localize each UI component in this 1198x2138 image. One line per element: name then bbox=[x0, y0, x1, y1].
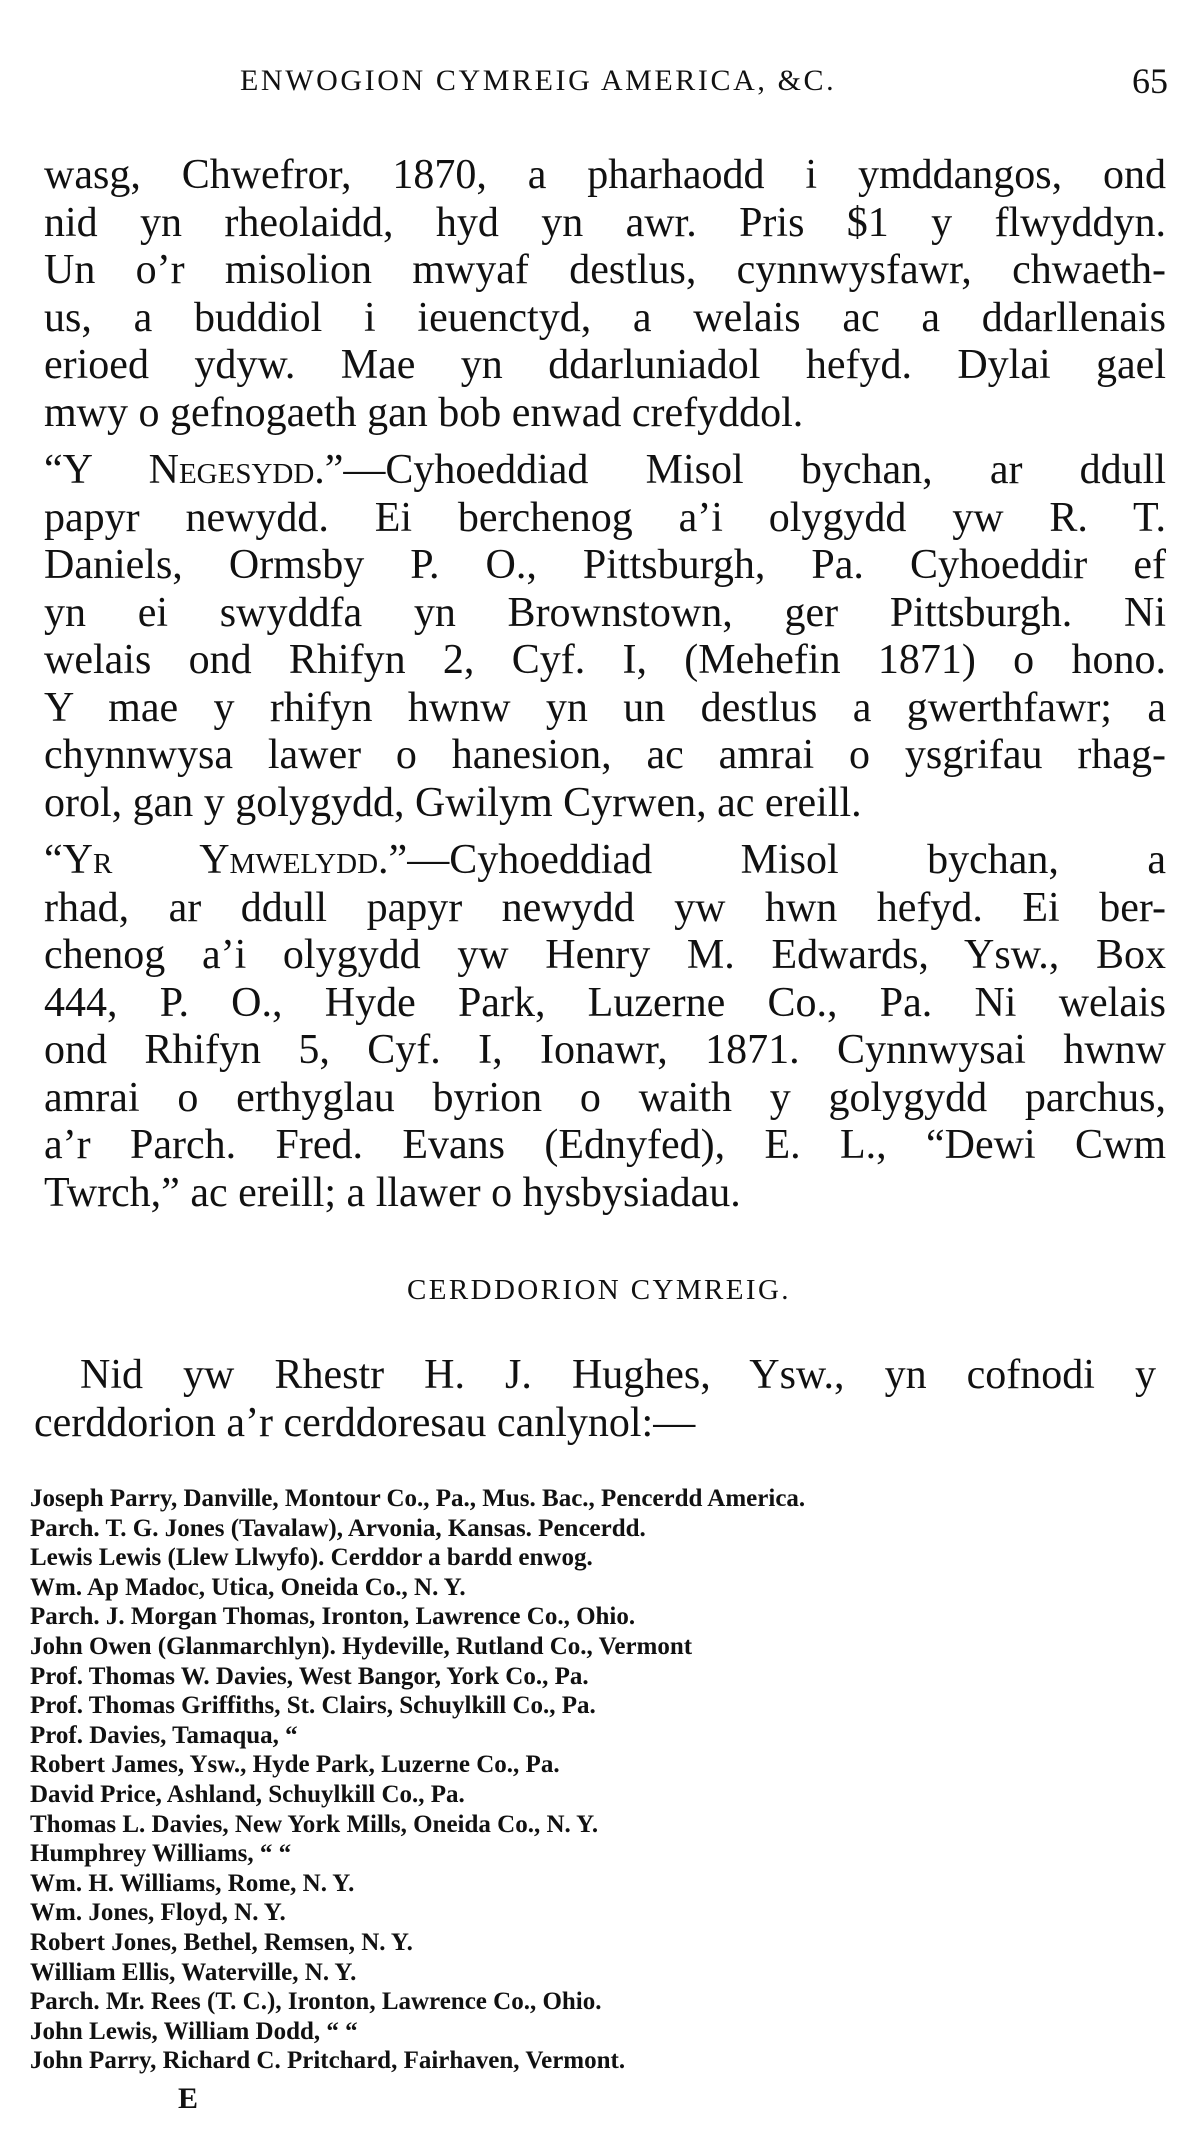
periodical-title: “Y Negesydd.” bbox=[44, 447, 344, 493]
text-line: 444, P. O., Hyde Park, Luzerne Co., Pa. Ni welais bbox=[44, 979, 1166, 1026]
text-line: a’r Parch. Fred. Evans (Ednyfed), E. L., “Dewi Cwm bbox=[44, 1122, 1166, 1168]
text-line: Y mae y rhifyn hwnw yn un destlus a gwerthfawr; a bbox=[44, 684, 1166, 731]
page-number: 65 bbox=[1132, 61, 1168, 101]
text-line: Twrch,” ac ereill; a llawer o hysbysiadau. bbox=[44, 1169, 741, 1216]
paragraph bbox=[44, 152, 1166, 437]
list-item: Humphrey Williams, “ “ bbox=[30, 1840, 292, 1868]
text-line: chynnwysa lawer o hanesion, ac amrai o ysgrifau rhag- bbox=[44, 732, 1166, 778]
list-item: Robert Jones, Bethel, Remsen, N. Y. bbox=[30, 1928, 413, 1956]
list-item: Thomas L. Davies, New York Mills, Oneida Co., N. Y. bbox=[30, 1810, 599, 1838]
list-item: Wm. Jones, Floyd, N. Y. bbox=[30, 1899, 286, 1927]
text-line: ond Rhifyn 5, Cyf. I, Ionawr, 1871. Cynnwysai hwnw bbox=[44, 1027, 1166, 1073]
musicians-list bbox=[30, 1484, 1130, 2076]
text-line: rhad, ar ddull papyr newydd yw hwn hefyd. Ei ber- bbox=[44, 884, 1166, 931]
list-item: William Ellis, Waterville, N. Y. bbox=[30, 1958, 357, 1986]
text-line: cerddorion a’r cerddoresau canlynol:— bbox=[34, 1399, 696, 1446]
list-item: Lewis Lewis (Llew Llwyfo). Cerddor a bardd enwog. bbox=[30, 1544, 593, 1572]
list-item: Joseph Parry, Danville, Montour Co., Pa., Mus. Bac., Pencerdd America. bbox=[30, 1485, 806, 1512]
text-line: erioed ydyw. Mae yn ddarluniadol hefyd. Dylai gael bbox=[44, 342, 1166, 388]
text-line: chenog a’i olygydd yw Henry M. Edwards, Ysw., Box bbox=[44, 932, 1166, 978]
paragraph-y-negesydd bbox=[44, 447, 1166, 827]
text-line: amrai o erthyglau byrion o waith y golygydd parchus, bbox=[44, 1074, 1166, 1121]
text-line: welais ond Rhifyn 2, Cyf. I, (Mehefin 1871) o hono. bbox=[44, 637, 1166, 683]
list-item: John Lewis, William Dodd, “ “ bbox=[30, 2017, 358, 2045]
list-item: Wm. H. Williams, Rome, N. Y. bbox=[30, 1869, 355, 1897]
section-intro bbox=[34, 1352, 1156, 1447]
text-line: Daniels, Ormsby P. O., Pittsburgh, Pa. Cyhoeddir ef bbox=[44, 542, 1166, 588]
text-line: yn ei swyddfa yn Brownstown, ger Pittsburgh. Ni bbox=[44, 589, 1166, 636]
body-text bbox=[44, 152, 1166, 1217]
text-line: orol, gan y golygydd, Gwilym Cyrwen, ac ereill. bbox=[44, 779, 862, 826]
list-item: Robert James, Ysw., Hyde Park, Luzerne Co., Pa. bbox=[30, 1751, 560, 1779]
running-head: ENWOGION CYMREIG AMERICA, &C. bbox=[240, 64, 837, 97]
list-item: Parch. Mr. Rees (T. C.), Ironton, Lawrence Co., Ohio. bbox=[30, 1988, 602, 2016]
text-line: us, a buddiol i ieuenctyd, a welais ac a ddarllenais bbox=[44, 294, 1166, 341]
section-heading: CERDDORION CYMREIG. bbox=[407, 1274, 791, 1306]
page-header bbox=[0, 56, 1198, 106]
list-item: Parch. T. G. Jones (Tavalaw), Arvonia, Kansas. Pencerdd. bbox=[30, 1514, 646, 1542]
text-line: “Yr Ymwelydd.”—Cyhoeddiad Misol bychan, a bbox=[44, 837, 1166, 883]
text-line: papyr newydd. Ei berchenog a’i olygydd yw R. T. bbox=[44, 494, 1166, 541]
periodical-title: “Yr Ymwelydd.” bbox=[44, 837, 408, 883]
list-item: John Owen (Glanmarchlyn). Hydeville, Rutland Co., Vermont bbox=[30, 1632, 693, 1660]
text-line: Nid yw Rhestr H. J. Hughes, Ysw., yn cofnodi y bbox=[80, 1352, 1156, 1398]
list-item: Wm. Ap Madoc, Utica, Oneida Co., N. Y. bbox=[30, 1573, 466, 1601]
list-item: John Parry, Richard C. Pritchard, Fairhaven, Vermont. bbox=[30, 2047, 626, 2075]
text-line: nid yn rheolaidd, hyd yn awr. Pris $1 y flwyddyn. bbox=[44, 199, 1166, 246]
text-line: mwy o gefnogaeth gan bob enwad crefyddol. bbox=[44, 389, 804, 436]
list-item: Prof. Thomas W. Davies, West Bangor, York Co., Pa. bbox=[30, 1662, 589, 1690]
list-item: David Price, Ashland, Schuylkill Co., Pa. bbox=[30, 1780, 465, 1808]
text-line: Un o’r misolion mwyaf destlus, cynnwysfawr, chwaeth- bbox=[44, 247, 1166, 293]
list-item: Prof. Davies, Tamaqua, “ bbox=[30, 1721, 298, 1749]
list-item: Prof. Thomas Griffiths, St. Clairs, Schuylkill Co., Pa. bbox=[30, 1692, 596, 1720]
text-line: “Y Negesydd.”—Cyhoeddiad Misol bychan, ar ddull bbox=[44, 447, 1166, 493]
paragraph-yr-ymwelydd bbox=[44, 837, 1166, 1217]
signature-mark: E bbox=[178, 2082, 199, 2115]
text-line: wasg, Chwefror, 1870, a pharhaodd i ymddangos, ond bbox=[44, 152, 1166, 198]
list-item: Parch. J. Morgan Thomas, Ironton, Lawrence Co., Ohio. bbox=[30, 1603, 636, 1631]
